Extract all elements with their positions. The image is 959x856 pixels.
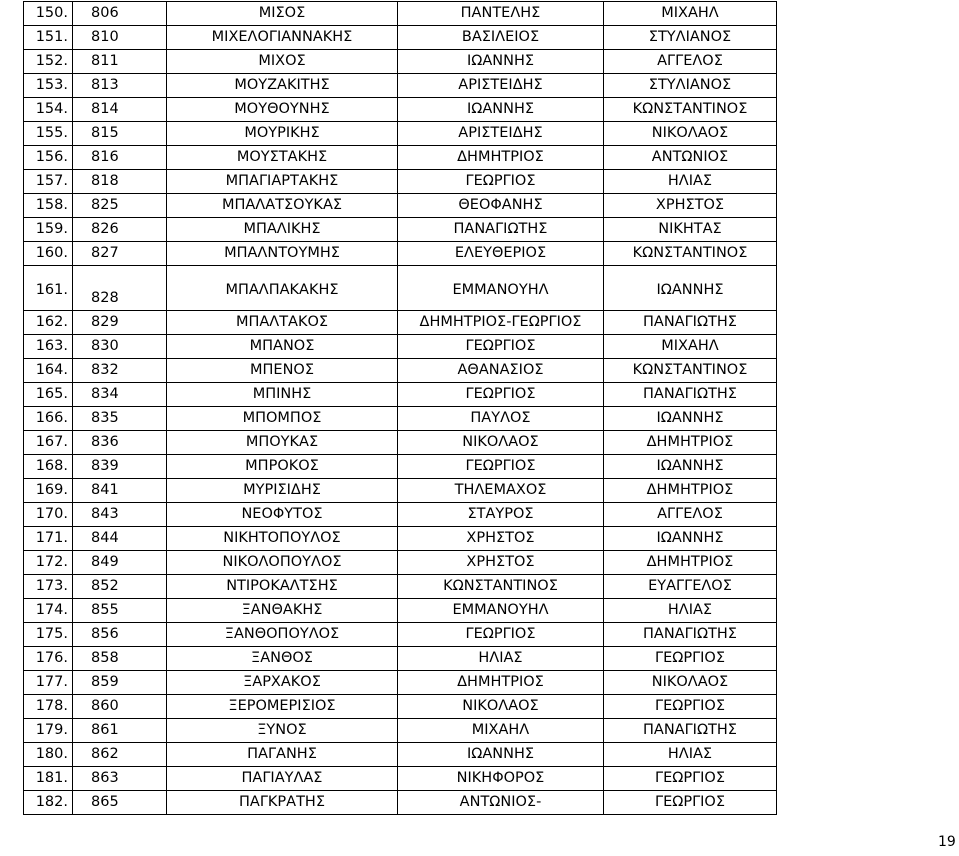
surname-cell: ΜΠΑΛΙΚΗΣ — [167, 218, 398, 242]
first-name-cell: ΙΩΑΝΝΗΣ — [398, 743, 604, 767]
row-number-cell: 153. — [24, 74, 73, 98]
first-name-cell: ΓΕΩΡΓΙΟΣ — [398, 335, 604, 359]
first-name-cell: ΠΑΥΛΟΣ — [398, 407, 604, 431]
row-number-cell: 164. — [24, 359, 73, 383]
first-name-cell: ΕΜΜΑΝΟΥΗΛ — [398, 599, 604, 623]
father-name-cell: ΕΥΑΓΓΕΛΟΣ — [604, 575, 777, 599]
first-name-cell: ΒΑΣΙΛΕΙΟΣ — [398, 26, 604, 50]
first-name-cell: ΕΛΕΥΘΕΡΙΟΣ — [398, 242, 604, 266]
surname-cell: ΞΕΡΟΜΕΡΙΣΙΟΣ — [167, 695, 398, 719]
code-cell: 830 — [73, 335, 167, 359]
row-number-cell: 161. — [24, 266, 73, 311]
table-row — [24, 359, 777, 383]
table-row — [24, 575, 777, 599]
table-row — [24, 311, 777, 335]
surname-cell: ΞΥΝΟΣ — [167, 719, 398, 743]
father-name-cell: ΝΙΚΟΛΑΟΣ — [604, 122, 777, 146]
code-cell: 841 — [73, 479, 167, 503]
table-row — [24, 479, 777, 503]
code-cell: 861 — [73, 719, 167, 743]
father-name-cell: ΑΝΤΩΝΙΟΣ — [604, 146, 777, 170]
surname-cell: ΜΠΕΝΟΣ — [167, 359, 398, 383]
father-name-cell: ΑΓΓΕΛΟΣ — [604, 50, 777, 74]
first-name-cell: ΠΑΝΤΕΛΗΣ — [398, 2, 604, 26]
roster-table — [23, 1, 777, 815]
code-cell: 863 — [73, 767, 167, 791]
row-number-cell: 181. — [24, 767, 73, 791]
first-name-cell: ΑΡΙΣΤΕΙΔΗΣ — [398, 122, 604, 146]
table-row — [24, 122, 777, 146]
table-row — [24, 26, 777, 50]
surname-cell: ΝΤΙΡΟΚΑΛΤΣΗΣ — [167, 575, 398, 599]
first-name-cell: ΓΕΩΡΓΙΟΣ — [398, 623, 604, 647]
father-name-cell: ΜΙΧΑΗΛ — [604, 335, 777, 359]
table-row — [24, 671, 777, 695]
table-row — [24, 2, 777, 26]
row-number-cell: 152. — [24, 50, 73, 74]
father-name-cell: ΚΩΝΣΤΑΝΤΙΝΟΣ — [604, 242, 777, 266]
row-number-cell: 178. — [24, 695, 73, 719]
table-row — [24, 74, 777, 98]
first-name-cell: ΝΙΚΗΦΟΡΟΣ — [398, 767, 604, 791]
table-row — [24, 503, 777, 527]
code-cell: 816 — [73, 146, 167, 170]
row-number-cell: 167. — [24, 431, 73, 455]
table-row — [24, 599, 777, 623]
table-row — [24, 50, 777, 74]
surname-cell: ΠΑΓΑΝΗΣ — [167, 743, 398, 767]
father-name-cell: ΜΙΧΑΗΛ — [604, 2, 777, 26]
table-row — [24, 266, 777, 311]
row-number-cell: 165. — [24, 383, 73, 407]
father-name-cell: ΓΕΩΡΓΙΟΣ — [604, 791, 777, 815]
row-number-cell: 151. — [24, 26, 73, 50]
table-row — [24, 791, 777, 815]
code-cell: 810 — [73, 26, 167, 50]
surname-cell: ΝΕΟΦΥΤΟΣ — [167, 503, 398, 527]
father-name-cell: ΙΩΑΝΝΗΣ — [604, 407, 777, 431]
surname-cell: ΜΟΥΡΙΚΗΣ — [167, 122, 398, 146]
first-name-cell: ΙΩΑΝΝΗΣ — [398, 98, 604, 122]
surname-cell: ΜΙΧΕΛΟΓΙΑΝΝΑΚΗΣ — [167, 26, 398, 50]
table-row — [24, 431, 777, 455]
row-number-cell: 156. — [24, 146, 73, 170]
table-row — [24, 335, 777, 359]
surname-cell: ΜΠΑΓΙΑΡΤΑΚΗΣ — [167, 170, 398, 194]
code-cell: 862 — [73, 743, 167, 767]
table-row — [24, 146, 777, 170]
code-cell: 839 — [73, 455, 167, 479]
father-name-cell: ΝΙΚΗΤΑΣ — [604, 218, 777, 242]
father-name-cell: ΠΑΝΑΓΙΩΤΗΣ — [604, 719, 777, 743]
father-name-cell: ΓΕΩΡΓΙΟΣ — [604, 767, 777, 791]
table-row — [24, 194, 777, 218]
father-name-cell: ΔΗΜΗΤΡΙΟΣ — [604, 479, 777, 503]
row-number-cell: 176. — [24, 647, 73, 671]
father-name-cell: ΣΤΥΛΙΑΝΟΣ — [604, 26, 777, 50]
surname-cell: ΜΟΥΘΟΥΝΗΣ — [167, 98, 398, 122]
first-name-cell: ΔΗΜΗΤΡΙΟΣ — [398, 671, 604, 695]
father-name-cell: ΠΑΝΑΓΙΩΤΗΣ — [604, 311, 777, 335]
code-cell: 860 — [73, 695, 167, 719]
first-name-cell: ΙΩΑΝΝΗΣ — [398, 50, 604, 74]
code-cell: 829 — [73, 311, 167, 335]
father-name-cell: ΙΩΑΝΝΗΣ — [604, 266, 777, 311]
table-row — [24, 170, 777, 194]
father-name-cell: ΚΩΝΣΤΑΝΤΙΝΟΣ — [604, 359, 777, 383]
code-cell: 865 — [73, 791, 167, 815]
first-name-cell: ΓΕΩΡΓΙΟΣ — [398, 455, 604, 479]
code-cell: 852 — [73, 575, 167, 599]
surname-cell: ΜΠΟΥΚΑΣ — [167, 431, 398, 455]
table-row — [24, 455, 777, 479]
code-cell: 835 — [73, 407, 167, 431]
first-name-cell: ΚΩΝΣΤΑΝΤΙΝΟΣ — [398, 575, 604, 599]
row-number-cell: 180. — [24, 743, 73, 767]
surname-cell: ΜΟΥΖΑΚΙΤΗΣ — [167, 74, 398, 98]
row-number-cell: 163. — [24, 335, 73, 359]
first-name-cell: ΓΕΩΡΓΙΟΣ — [398, 170, 604, 194]
surname-cell: ΜΟΥΣΤΑΚΗΣ — [167, 146, 398, 170]
table-row — [24, 695, 777, 719]
code-cell: 859 — [73, 671, 167, 695]
row-number-cell: 168. — [24, 455, 73, 479]
table-row — [24, 551, 777, 575]
father-name-cell: ΗΛΙΑΣ — [604, 599, 777, 623]
father-name-cell: ΗΛΙΑΣ — [604, 170, 777, 194]
row-number-cell: 170. — [24, 503, 73, 527]
surname-cell: ΞΑΡΧΑΚΟΣ — [167, 671, 398, 695]
surname-cell: ΜΠΑΛΤΑΚΟΣ — [167, 311, 398, 335]
surname-cell: ΜΙΣΟΣ — [167, 2, 398, 26]
code-cell: 806 — [73, 2, 167, 26]
row-number-cell: 162. — [24, 311, 73, 335]
table-row — [24, 647, 777, 671]
table-row — [24, 527, 777, 551]
surname-cell: ΜΠΟΜΠΟΣ — [167, 407, 398, 431]
first-name-cell: ΔΗΜΗΤΡΙΟΣ — [398, 146, 604, 170]
father-name-cell: ΙΩΑΝΝΗΣ — [604, 527, 777, 551]
code-cell: 834 — [73, 383, 167, 407]
father-name-cell: ΝΙΚΟΛΑΟΣ — [604, 671, 777, 695]
code-cell: 828 — [73, 266, 167, 311]
code-cell: 825 — [73, 194, 167, 218]
surname-cell: ΜΠΡΟΚΟΣ — [167, 455, 398, 479]
father-name-cell: ΔΗΜΗΤΡΙΟΣ — [604, 431, 777, 455]
father-name-cell: ΣΤΥΛΙΑΝΟΣ — [604, 74, 777, 98]
surname-cell: ΝΙΚΗΤΟΠΟΥΛΟΣ — [167, 527, 398, 551]
code-cell: 814 — [73, 98, 167, 122]
surname-cell: ΜΠΙΝΗΣ — [167, 383, 398, 407]
row-number-cell: 159. — [24, 218, 73, 242]
row-number-cell: 160. — [24, 242, 73, 266]
code-cell: 827 — [73, 242, 167, 266]
father-name-cell: ΧΡΗΣΤΟΣ — [604, 194, 777, 218]
first-name-cell: ΝΙΚΟΛΑΟΣ — [398, 431, 604, 455]
code-cell: 832 — [73, 359, 167, 383]
code-cell: 813 — [73, 74, 167, 98]
row-number-cell: 158. — [24, 194, 73, 218]
surname-cell: ΜΠΑΛΠΑΚΑΚΗΣ — [167, 266, 398, 311]
father-name-cell: ΔΗΜΗΤΡΙΟΣ — [604, 551, 777, 575]
surname-cell: ΠΑΓΚΡΑΤΗΣ — [167, 791, 398, 815]
table-row — [24, 407, 777, 431]
surname-cell: ΞΑΝΘΟΣ — [167, 647, 398, 671]
row-number-cell: 182. — [24, 791, 73, 815]
table-row — [24, 743, 777, 767]
table-row — [24, 218, 777, 242]
table-row — [24, 623, 777, 647]
surname-cell: ΜΠΑΝΟΣ — [167, 335, 398, 359]
first-name-cell: ΑΝΤΩΝΙΟΣ- — [398, 791, 604, 815]
table-row — [24, 383, 777, 407]
code-cell: 818 — [73, 170, 167, 194]
father-name-cell: ΓΕΩΡΓΙΟΣ — [604, 647, 777, 671]
row-number-cell: 179. — [24, 719, 73, 743]
row-number-cell: 173. — [24, 575, 73, 599]
row-number-cell: 175. — [24, 623, 73, 647]
surname-cell: ΜΠΑΛΝΤΟΥΜΗΣ — [167, 242, 398, 266]
surname-cell: ΞΑΝΘΑΚΗΣ — [167, 599, 398, 623]
row-number-cell: 174. — [24, 599, 73, 623]
first-name-cell: ΝΙΚΟΛΑΟΣ — [398, 695, 604, 719]
first-name-cell: ΑΘΑΝΑΣΙΟΣ — [398, 359, 604, 383]
first-name-cell: ΤΗΛΕΜΑΧΟΣ — [398, 479, 604, 503]
surname-cell: ΜΥΡΙΣΙΔΗΣ — [167, 479, 398, 503]
code-cell: 836 — [73, 431, 167, 455]
row-number-cell: 154. — [24, 98, 73, 122]
code-cell: 856 — [73, 623, 167, 647]
table-row — [24, 242, 777, 266]
first-name-cell: ΧΡΗΣΤΟΣ — [398, 527, 604, 551]
first-name-cell: ΘΕΟΦΑΝΗΣ — [398, 194, 604, 218]
code-cell: 815 — [73, 122, 167, 146]
first-name-cell: ΕΜΜΑΝΟΥΗΛ — [398, 266, 604, 311]
row-number-cell: 166. — [24, 407, 73, 431]
first-name-cell: ΠΑΝΑΓΙΩΤΗΣ — [398, 218, 604, 242]
father-name-cell: ΠΑΝΑΓΙΩΤΗΣ — [604, 383, 777, 407]
first-name-cell: ΧΡΗΣΤΟΣ — [398, 551, 604, 575]
surname-cell: ΝΙΚΟΛΟΠΟΥΛΟΣ — [167, 551, 398, 575]
code-cell: 844 — [73, 527, 167, 551]
father-name-cell: ΓΕΩΡΓΙΟΣ — [604, 695, 777, 719]
table-row — [24, 98, 777, 122]
code-cell: 858 — [73, 647, 167, 671]
first-name-cell: ΑΡΙΣΤΕΙΔΗΣ — [398, 74, 604, 98]
code-cell: 849 — [73, 551, 167, 575]
row-number-cell: 169. — [24, 479, 73, 503]
first-name-cell: ΜΙΧΑΗΛ — [398, 719, 604, 743]
table-row — [24, 719, 777, 743]
row-number-cell: 171. — [24, 527, 73, 551]
code-cell: 826 — [73, 218, 167, 242]
row-number-cell: 177. — [24, 671, 73, 695]
first-name-cell: ΓΕΩΡΓΙΟΣ — [398, 383, 604, 407]
surname-cell: ΜΠΑΛΑΤΣΟΥΚΑΣ — [167, 194, 398, 218]
code-cell: 855 — [73, 599, 167, 623]
father-name-cell: ΗΛΙΑΣ — [604, 743, 777, 767]
father-name-cell: ΑΓΓΕΛΟΣ — [604, 503, 777, 527]
code-cell: 811 — [73, 50, 167, 74]
surname-cell: ΜΙΧΟΣ — [167, 50, 398, 74]
surname-cell: ΞΑΝΘΟΠΟΥΛΟΣ — [167, 623, 398, 647]
row-number-cell: 150. — [24, 2, 73, 26]
father-name-cell: ΚΩΝΣΤΑΝΤΙΝΟΣ — [604, 98, 777, 122]
page-number: 19 — [938, 834, 956, 850]
row-number-cell: 155. — [24, 122, 73, 146]
row-number-cell: 157. — [24, 170, 73, 194]
first-name-cell: ΗΛΙΑΣ — [398, 647, 604, 671]
code-cell: 843 — [73, 503, 167, 527]
father-name-cell: ΠΑΝΑΓΙΩΤΗΣ — [604, 623, 777, 647]
table-row — [24, 767, 777, 791]
surname-cell: ΠΑΓΙΑΥΛΑΣ — [167, 767, 398, 791]
father-name-cell: ΙΩΑΝΝΗΣ — [604, 455, 777, 479]
first-name-cell: ΔΗΜΗΤΡΙΟΣ-ΓΕΩΡΓΙΟΣ — [398, 311, 604, 335]
roster-body — [24, 2, 777, 815]
first-name-cell: ΣΤΑΥΡΟΣ — [398, 503, 604, 527]
row-number-cell: 172. — [24, 551, 73, 575]
